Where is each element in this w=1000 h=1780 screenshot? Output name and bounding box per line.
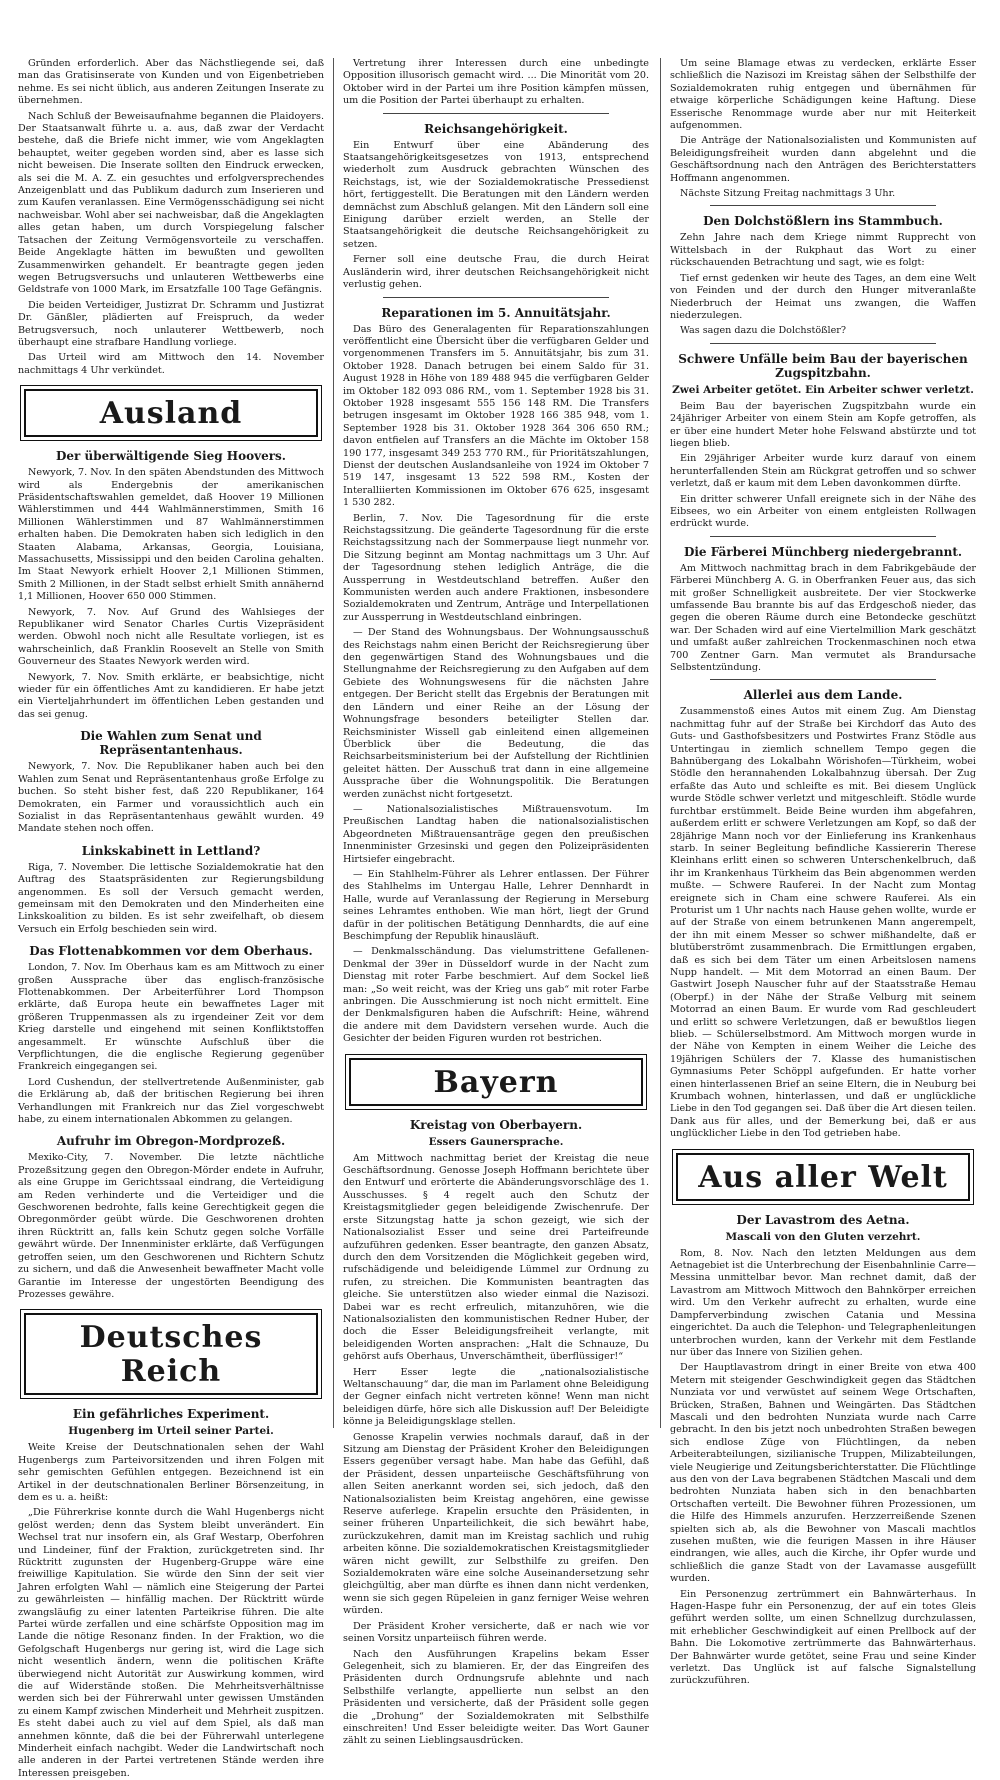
- divider: [710, 679, 936, 680]
- paragraph: Riga, 7. November. Die lettische Sozialdemokratie hat den Auftrag des Staatspräsidenten zur Regierungsbildung angenommen. Es soll der Versuch gemacht werden, gemeinsam mit den Demokraten und den Minderheiten eine Linkskoalition zu bilden. Es ist sehr zweifelhaft, ob diesem Versuch ein Erfolg beschieden sein wird.: [18, 861, 324, 935]
- paragraph: Lord Cushendun, der stellvertretende Außenminister, gab die Erklärung ab, daß der britischen Regierung bei ihren Verhandlungen mit Frankreich nur das Ziel vorgeschwebt habe, zu einem internationalen Abkommen zu gelangen.: [18, 1076, 324, 1126]
- article-title: Linkskabinett in Lettland?: [81, 843, 261, 858]
- paragraph: Der Präsident Kroher versicherte, daß er nach wie vor seinen Vorsitz unparteiisch führen werde.: [343, 1620, 649, 1645]
- paragraph: Mexiko-City, 7. November. Die letzte nächtliche Prozeßsitzung gegen den Obregon-Mörder endete in Aufruhr, als eine Gruppe im Gerichtssaal eindrang, die Verteidigung am Reden verhinderte und die Verteidiger und die Geschworenen bedrohte, falls keine Gerechtigkeit gegen die Obregonmörder geübt würde. Die Geschworenen drohten ihren Rücktritt an, falls kein Schutz gegen solche Vorfälle gewährt würde. Der Innenminister erklärte, daß Verfügungen getroffen seien, um den Geschworenen und Richtern Schutz zu sichern, und daß die Anwesenheit bewaffneter Macht volle Garantie im Interesse der ungestörten Beendigung des Prozesses gewähre.: [18, 1152, 324, 1300]
- article-title: Reichsangehörigkeit.: [424, 121, 568, 136]
- column-3: [670, 58, 976, 1687]
- article-title: Aufruhr im Obregon-Mordprozeß.: [56, 1134, 286, 1149]
- article-body: [670, 1248, 976, 1688]
- paragraph: Ein Personenzug zertrümmert ein Bahnwärterhaus. In Hagen-Haspe fuhr ein Personenzug, der auf ein totes Gleis geführt werden sollte, um einen Schnellzug durchzulassen, mit erheblicher Geschwindigkeit auf einen Prellbock auf der Bahn. Die Lokomotive zertrümmerte das Bahnwärterhaus. Der Bahnwärter wurde getötet, seine Frau und seine Kinder verletzt. Das Unglück ist auf falsche Signalstellung zurückzuführen.: [670, 1588, 976, 1687]
- article-body: [18, 1442, 324, 1780]
- paragraph: Am Mittwoch nachmittag brach in dem Fabrikgebäude der Färberei Münchberg A. G. in Oberfranken Feuer aus, das sich mit großer Schnelligkeit ausbreitete. Der vier Stockwerke umfassende Bau brannte bis auf das Erdgeschoß nieder, das gegen die oberen Räume durch eine Betondecke geschützt war. Der Schaden wird auf eine Viertelmillion Mark geschätzt und umfaßt außer zahlreichen Trockenmaschinen noch etwa 700 Zentner Garn. Man vermutet als Brandursache Selbstentzündung.: [670, 562, 976, 674]
- paragraph: Die Anträge der Nationalsozialisten und Kommunisten auf Beleidigungsfreiheit wurden dann abgelehnt und die Geschäftsordnung nach den Anträgen des Berichterstatters Hoffmann angenommen.: [670, 135, 976, 184]
- article-title: Die Färberei Münchberg niedergebrannt.: [683, 544, 963, 559]
- paragraph: Newyork, 7. Nov. Smith erklärte, er beabsichtige, nicht wieder für ein öffentliches Amt zu kandidieren. Er habe jetzt ein Vierteljahrhundert im öffentlichen Leben gestanden und das sei genug.: [18, 671, 324, 720]
- article-subtitle: Essers Gaunersprache.: [428, 1135, 564, 1148]
- paragraph: — Ein Stahlhelm-Führer als Lehrer entlassen. Der Führer des Stahlhelms im Untergau Halle, Lehrer Dennhardt in Halle, wurde auf Veranlassung der Regierung in Merseburg seines Lehramtes enthoben. Wie man hört, liegt der Grund dafür in der politischen Betätigung Dennhardts, die auf eine Beschimpfung der Republik hinausläuft.: [343, 868, 649, 942]
- paragraph: Ein 29jähriger Arbeiter wurde kurz darauf von einem herunterfallenden Stein am Rückgrat getroffen und so schwer verletzt, daß er kaum mit dem Leben davonkommen dürfte.: [670, 453, 976, 490]
- article-body: [670, 401, 976, 531]
- article-body: [670, 563, 976, 675]
- paragraph: Herr Esser legte die „nationalsozialistische Weltanschauung“ dar, die man im Parlament ohne Beleidigung der Gegner einfach nicht vertreten könne! Wenn man nicht beleidigen dürfe, höre sich alle Diskussion auf! Der Beleidigte könne ja Beleidigungsklage stellen.: [343, 1366, 649, 1428]
- section-banner-bayern: Bayern: [349, 1058, 643, 1106]
- article-body: [18, 1152, 324, 1301]
- paragraph: Genosse Krapelin verwies nochmals darauf, daß in der Sitzung am Dienstag der Präsident Kroher den Beleidigungen Essers gegenüber versagt habe. Man habe das Gefühl, daß der Präsident, dessen unparteiische Geschäftsführung von allen Seiten anerkannt worden sei, sich jedoch, daß den Nationalsozialisten beim Kreistag angehören, eine gewisse Reserve auferlege. Krapelin ersuchte den Präsidenten, in seiner früheren Unparteilichkeit, die sich bewährt habe, zurückzukehren, damit man im Kreistag sachlich und ruhig arbeiten könne. Die sozialdemokratischen Kreistagsmitglieder wären nicht gewillt, zur Selbsthilfe zu greifen. Den Sozialdemokraten wäre eine solche Auseinandersetzung sehr gleichgültig, aber man dürfte es ihnen dann nicht verdenken, wenn sie sich gegen Rüpeleien in ganz ferniger Weise wehren würden.: [343, 1431, 649, 1617]
- paragraph: Ein Entwurf über eine Abänderung des Staatsangehörigkeitsgesetzes von 1913, entsprechend wiederholt zum Ausdruck gebrachten Wünschen des Reichstags, ist, wie der Sozialdemokratische Pressedienst hört, fertiggestellt. Die Beratungen mit den Ländern werden demnächst zum Abschluß gelangen. Mit den Ländern soll eine Einigung darüber erzielt werden, an Stelle der Staatsangehörigkeit die deutsche Reichsangehörigkeit zu setzen.: [343, 139, 649, 250]
- article-title: Allerlei aus dem Lande.: [743, 688, 903, 703]
- article-title: Das Flottenabkommen vor dem Oberhaus.: [29, 944, 313, 959]
- divider: [383, 113, 609, 114]
- divider: [710, 205, 936, 206]
- article-title: Den Dolchstößlern ins Stammbuch.: [703, 214, 943, 229]
- paragraph: — Der Stand des Wohnungsbaus. Der Wohnungsausschuß des Reichstags nahm einen Bericht der Reichsregierung über den gegenwärtigen Stand des Wohnungsbaues und die Stellungnahme der Reichsregierung zu den Aufgaben auf dem Gebiete des Wohnungswesens für die nächsten Jahre entgegen. Der Bericht stellt das Ergebnis der Beratungen mit den Ländern und einer Reihe an der Lösung der Wohnungsfrage besonders beteiligter Stellen dar. Reichsminister Wissell gab einleitend einen allgemeinen Überblick über die Bedeutung, die das Reichsarbeitsministerium bei der Aufstellung der Richtlinien geleitet hätten. Der Ausschuß trat dann in eine allgemeine Aussprache über die Wohnungspolitik. Die Beratungen werden zunächst nicht fortgesetzt.: [343, 627, 649, 800]
- article-body: [670, 232, 976, 337]
- paragraph: Das Büro des Generalagenten für Reparationszahlungen veröffentlicht eine Übersicht über die verfügbaren Gelder und vorgenommenen Transfers im 5. Annuitätsjahr, bis zum 31. Oktober 1928. Danach betrugen bei einem Saldo für 31. August 1928 in Höhe von 189 488 945 die verfügbaren Gelder im Oktober 182 093 086 RM., vom 1. September 1928 bis 31. Oktober 1928 insgesamt 555 156 148 RM. Die Transfers betrugen insgesamt im Oktober 1928 166 385 948, vom 1. September 1928 bis 31. Oktober 1928 364 306 650 RM.; davon entfielen auf Transfers an die Mächte im Oktober 158 190 177, insgesamt 349 253 770 RM., für Prioritätszahlungen, Dienst der deutschen Auslandsanleihe von 1924 im Oktober 7 519 147, insgesamt 13 522 598 RM., Kosten der Interalliierten Kommissionen im Oktober 676 625, insgesamt 1 530 282.: [343, 323, 649, 509]
- paragraph: Der Hauptlavastrom dringt in einer Breite von etwa 400 Metern mit steigender Geschwindigkeit gegen das Städtchen Nunziata vor und verwüstet auf seinem Wege Ortschaften, Brücken, Straßen, Bahnen und Weingärten. Das Städtchen Mascali und den bedrohten Nunziata wurde nach Carre gebracht. In den bis jetzt noch unbedrohten Straßen bewegen sich endlose Züge von Flüchtlingen, da neben Arbeiterabteilungen, sizilianische Truppen, Milizabteilungen, viele Neugierige und Zeitungsberichterstatter. Die Flüchtlinge aus den von der Lava begrabenen Städtchen Mascali und dem bedrohten Nunziata haben sich in den benachbarten Ortschaften verteilt. Die Bewohner führen Prozessionen, um die Hilfe des Himmels anzurufen. Herzzerreißende Szenen spielten sich ab, als die Bewohner von Mascali machtlos zusehen mußten, wie die feurigen Massen in ihre Häuser eindrangen, wie alles, auch die Kirche, ihr Opfer wurde und schließlich die ganze Stadt von der Lavamasse ausgefüllt wurden.: [670, 1362, 976, 1585]
- paragraph: Weite Kreise der Deutschnationalen sehen der Wahl Hugenbergs zum Parteivorsitzenden und ihren Folgen mit sehr gemischten Gefühlen entgegen. Bezeichnend ist ein Artikel in der deutschnationalen Berliner Börsenzeitung, in dem es u. a. heißt:: [18, 1442, 324, 1503]
- article-body: [18, 58, 324, 377]
- paragraph: Was sagen dazu die Dolchstößler?: [680, 325, 847, 337]
- article-body: [343, 1153, 649, 1748]
- paragraph: Zehn Jahre nach dem Kriege nimmt Rupprecht von Wittelsbach in der Rukphaut das Wort zu einer rückschauenden Betrachtung und sagt, wie es folgt:: [670, 232, 976, 269]
- paragraph: Das Urteil wird am Mittwoch den 14. November nachmittags 4 Uhr verkündet.: [18, 352, 324, 376]
- newspaper-page: [18, 58, 982, 1779]
- article-subtitle: Hugenberg im Urteil seiner Partei.: [68, 1425, 274, 1438]
- paragraph: „Die Führerkrise konnte durch die Wahl Hugenbergs nicht gelöst werden; denn das System bleibt unverändert. Ein Wechsel trat nur insofern ein, als Graf Westarp, Oberfohren und Lindeiner, fünf der Fraktion, zurückgetreten sind. Ihr Rücktritt zugunsten der Hugenberg-Gruppe wäre eine freiwillige Kapitulation. Sie würde den Sinn der seit vier Jahren erfolgten Wahl — nämlich eine Steigerung der Partei zu gewährleisten — hinfällig machen. Der Rücktritt würde zwangsläufig zu einer latenten Parteikrise führen. Die alte Partei würde zerfallen und eine schärfste Opposition mag im Lande die nötige Resonanz finden. In der Fraktion, wo die Gefolgschaft Hugenbergs nur gering ist, wird die Lage sich nicht wesentlich ändern, wenn die politischen Kräfte überwiegend nicht Autorität zur Auswirkung kommen, wird die auf Widerstände stoßen. Die Mehrheitsverhältnisse werden sich bei der Führerwahl unter gewissen Umständen zu einem Kampf zwischen Minderheit und Mehrheit zuspitzen. Es steht dabei auch zu viel auf dem Spiel, als daß man annehmen könnte, daß die bei der Führerwahl unterlegene Minderheit einfach nachgibt. Weder die Landwirtschaft noch alle anderen in der Partei vertretenen Stände werden ihre Interessen preisgeben.: [18, 1507, 324, 1779]
- column-1: [18, 58, 324, 1779]
- section-banner-aus-aller-welt: Aus aller Welt: [676, 1153, 970, 1201]
- article-body: [18, 962, 324, 1126]
- article-body: [18, 467, 324, 721]
- divider: [383, 297, 609, 298]
- paragraph: Nach den Ausführungen Krapelins bekam Esser Gelegenheit, sich zu blamieren. Er, der das Eingreifen des Präsidenten durch Ordnungsrufe ablehnte und nach Selbsthilfe verlangte, appellierte nun selbst an den Präsidenten und versicherte, daß der Präsident solle gegen die „Drohung“ der Sozialdemokraten mit Selbsthilfe einschreiten! Und Esser beleidigte weiter. Das Wort Gauner zählt zu seinen Lieblingsausdrücken.: [343, 1648, 649, 1747]
- paragraph: Zusammenstoß eines Autos mit einem Zug. Am Dienstag nachmittag fuhr auf der Straße bei Kirchdorf das Auto des Guts- und Gasthofsbesitzers und Postwirtes Franz Stödle aus Untertingau in ziemlich schnellem Tempo gegen die Bahnübergang des Lokalbahn Wörishofen—Türkheim, wobei Stödle den herannahenden Lokalbahnzug übersah. Der Zug erfaßte das Auto und schleifte es mit. Bei diesem Unglück wurde Stödle schwer verletzt und mitgeschleift. Stödle wurde furchtbar erstümmelt. Beide Beine wurden ihm abgefahren, außerdem erlitt er schwere Verletzungen am Kopf, so daß der 28jährige Mann noch vor der Einlieferung ins Krankenhaus starb. In seiner Begleitung befindliche Kassiererin Therese Kleinhans erlitt einen so schweren Unterschenkelbruch, daß ihr im Krankenhaus Türkheim das Bein abgenommen werden mußte. — Schwere Rauferei. In der Nacht zum Montag ereignete sich in Cham eine schwere Rauferei. Als ein Proturist um 1 Uhr nachts nach Hause gehen wollte, wurde er auf der Straße von einem betrunkenen Mann angerempelt, der ihn mit einem Messer so schwer mißhandelte, daß er blutüberströmt zusammenbrach. Die Ermittlungen ergaben, daß es sich bei dem Täter um einen Arbeitslosen namens Nupp handelt. — Mit dem Motorrad an einen Baum. Der Gastwirt Joseph Nauscher fuhr auf der Staatsstraße Hemau (Oberpf.) in der Nähe der Straße Velburg mit seinem Motorrad an einen Baum. Er wurde vom Rad geschleudert und erlitt so schwere Verletzungen, daß er bewußtlos liegen blieb. — Schülerselbstmord. Am Mittwoch morgen wurde in der Nähe von Kempten in einem Weiher die Leiche des 19jährigen Schülers der 7. Klasse des humanistischen Gymnasiums Peter Schöppl aufgefunden. Er hatte vorher einen hinterlassenen Brief an seine Eltern, die in Neuburg bei Krumbach wohnen, hinterlassen, und daß er unglückliche Liebe in den Tod gegangen sei. Daß über die Art diesen teilen. Dank aus für alles, und der Bemerkung bei, daß er aus unglücklicher Liebe in den Tod getrieben habe.: [670, 706, 976, 1140]
- section-banner-ausland: Ausland: [24, 389, 318, 437]
- column-rule: [660, 58, 661, 1428]
- paragraph: Nach Schluß der Beweisaufnahme begannen die Plaidoyers. Der Staatsanwalt führte u. a. aus, daß zwar der Verdacht bestehe, daß die Briefe nicht immer, wie vom Angeklagten behauptet, weiter gegeben worden sind, aber es lasse sich nicht beweisen. Die Inserate sollten den Eindruck erwecken, als sei die M. A. Z. ein gesuchtes und erfolgversprechendes Anzeigenblatt und das Publikum dadurch zum Inserieren und zum Kaufen veranlassen. Eine Vermögensschädigung sei nicht nachweisbar. Wohl aber sei nachweisbar, daß die Angeklagten alles getan haben, um durch Vorspiegelung falscher Tatsachen der Zeitung Vermögensvorteile zu verschaffen. Beide Angeklagte hätten im bewußten und gewollten Zusammenwirken gehandelt. Er beantragte gegen jeden wegen Betrugsversuchs und unlauteren Wettbewerbs eine Geldstrafe von 1000 Mark, im Ersatzfalle 100 Tage Gefängnis.: [18, 110, 324, 296]
- paragraph: Berlin, 7. Nov. Die Tagesordnung für die erste Reichstagssitzung. Die geänderte Tagesordnung für die erste Reichstagssitzung nach der Sommerpause liegt nunmehr vor. Die Sitzung beginnt am Montag nachmittags um 3 Uhr. Auf der Tagesordnung stehen lediglich Anträge, die die Aussperrung in Westdeutschland betreffen. Außer den Kommunisten werden auch andere Fraktionen, insbesondere Sozialdemokraten und Zentrum, Anträge und Interpellationen zur Aussperrung in Westdeutschland einbringen.: [343, 512, 649, 623]
- article-title: Schwere Unfälle beim Bau der bayerischen Zugspitzbahn.: [678, 351, 968, 380]
- article-body: [18, 761, 324, 835]
- divider: [710, 536, 936, 537]
- paragraph: Vertretung ihrer Interessen durch eine unbedingte Opposition illusorisch gemacht wird. ... Die Minorität vom 20. Oktober wird in der Partei um ihre Position kämpfen müssen, um die Position der Partei überhaupt zu erhalten.: [343, 58, 649, 107]
- paragraph: London, 7. Nov. Im Oberhaus kam es am Mittwoch zu einer großen Aussprache über das englisch-französische Flottenabkommen. Der Arbeiterführer Lord Thompson erklärte, daß Europa heute ein bewaffnetes Lager mit größeren Truppenmassen als zu irgendeiner Zeit vor dem Krieg darstelle und eingehend mit seinen Konfliktstoffen angesammelt. Er wünschte Aufschluß über die Verpflichtungen, die die englische Regierung gegenüber Frankreich eingegangen sei.: [18, 962, 324, 1073]
- article-body: [343, 58, 649, 108]
- article-title: Der Lavastrom des Aetna.: [736, 1212, 910, 1227]
- paragraph: Tief ernst gedenken wir heute des Tages, an dem eine Welt von Feinden und der durch den Hunger mitveranlaßte Niederbruch der Heimat uns zwangen, die Waffen niederzulegen.: [670, 272, 976, 321]
- paragraph: Um seine Blamage etwas zu verdecken, erklärte Esser schließlich die Nazisozi im Kreistag sähen der Selbsthilfe der Sozialdemokraten ruhig entgegen und übernähmen für etwaige körperliche Schädigungen keine Haftung. Diese Esserische Renommage wurde aber nur mit Heiterkeit aufgenommen.: [670, 58, 976, 132]
- paragraph: Beim Bau der bayerischen Zugspitzbahn wurde ein 24jähriger Arbeiter von einem Stein am Kopfe getroffen, als er über eine hundert Meter hohe Felswand abstürzte und tot liegen blieb.: [670, 400, 976, 449]
- paragraph: Newyork, 7. Nov. Auf Grund des Wahlsieges der Republikaner wird Senator Charles Curtis Vizepräsident werden. Obwohl noch nicht alle Resultate vorliegen, ist es wahrscheinlich, daß Franklin Roosevelt an Stelle von Smith Gouverneur des Staates Newyork werden wird.: [18, 606, 324, 668]
- article-body: [343, 324, 649, 510]
- column-rule: [333, 58, 334, 1428]
- paragraph: — Denkmalsschändung. Das vielumstrittene Gefallenen-Denkmal der 39er in Düsseldorf wurde in der Nacht zum Dienstag mit roter Farbe beschmiert. Auf dem Sockel ließ man: „So weit reicht, was der Krieg uns gab“ mit roter Farbe anbringen. Die Ausschmierung ist noch nicht ermittelt. Eine der Denkmalsfiguren haben die Aufschrift: Heine, während die andere mit dem Davidstern versehen wurde. Auch die Gesichter der beiden Figuren wurden rot bestrichen.: [343, 946, 649, 1045]
- paragraph: Nächste Sitzung Freitag nachmittags 3 Uhr.: [680, 188, 896, 200]
- article-body: [670, 706, 976, 1140]
- paragraph: Rom, 8. Nov. Nach den letzten Meldungen aus dem Aetnagebiet ist die Unterbrechung der Eisenbahnlinie Carre—Messina unmittelbar bevor. Man rechnet damit, daß der Lavastrom am Mittwoch Mittwoch den Bahnkörper erreichen wird. Um den Verkehr aufrecht zu erhalten, wurde eine Dampferverbindung zwischen Catania und Messina eingerichtet. Da auch die Telephon- und Telegraphenleitungen unterbrochen wurden, kann der Verkehr mit dem Festlande nur über das Innere von Sizilien gehen.: [670, 1247, 976, 1358]
- article-body: [343, 513, 649, 1046]
- article-title: Reparationen im 5. Annuitätsjahr.: [381, 305, 611, 320]
- column-2: [343, 58, 649, 1747]
- article-title: Die Wahlen zum Senat und Repräsentantenhaus.: [80, 729, 262, 758]
- article-subtitle: Mascali von den Gluten verzehrt.: [725, 1230, 921, 1243]
- paragraph: Ein dritter schwerer Unfall ereignete sich in der Nähe des Eibsees, wo ein Arbeiter von einem entgleisten Rollwagen erdrückt wurde.: [670, 493, 976, 530]
- paragraph: Newyork, 7. Nov. In den späten Abendstunden des Mittwoch wird als Endergebnis der amerikanischen Präsidentschaftswahlen gemeldet, daß Hoover 19 Millionen Wählerstimmen und 444 Wahlmännerstimmen, Smith 16 Millionen Wählerstimmen und 87 Wahlmännerstimmen erhalten haben. Die Demokraten haben sich lediglich in den Staaten Alabama, Arkansas, Georgia, Louisiana, Massachusetts, Mississippi und den beiden Carolina gehalten. Im Staat Newyork erhielt Hoover 2,1 Millionen Stimmen, Smith 2 Millionen, in der Stadt selbst erhielt Smith annähernd 1,1 Millionen, Hoover 650 000 Stimmen.: [18, 467, 324, 603]
- article-body: [343, 140, 649, 292]
- article-title: Kreistag von Oberbayern.: [409, 1117, 583, 1132]
- article-title: Der überwältigende Sieg Hoovers.: [56, 449, 286, 464]
- paragraph: Ferner soll eine deutsche Frau, die durch Heirat Ausländerin wird, ihrer deutschen Reichsangehörigkeit nicht verlustig gehen.: [343, 254, 649, 291]
- paragraph: Newyork, 7. Nov. Die Republikaner haben auch bei den Wahlen zum Senat und Repräsentantenhaus große Erfolge zu buchen. So steht bisher fest, daß 220 Republikaner, 164 Demokraten, ein Farmer und voraussichtlich auch ein Sozialist in das Repräsentantenhaus gewählt wurden. 49 Mandate stehen noch offen.: [18, 761, 324, 835]
- section-banner-deutsches-reich: Deutsches Reich: [24, 1313, 318, 1395]
- paragraph: Die beiden Verteidiger, Justizrat Dr. Schramm und Justizrat Dr. Gänßler, plädierten auf Freispruch, da weder Betrugsversuch, noch unlauterer Wettbewerb, noch überhaupt eine strafbare Handlung vorliege.: [18, 299, 324, 348]
- paragraph: Am Mittwoch nachmittag beriet der Kreistag die neue Geschäftsordnung. Genosse Joseph Hoffmann berichtete über den Entwurf und erörterte die Abänderungsvorschläge des 1. Ausschusses. § 4 regelt auch den Schutz der Kreistagsmitglieder gegen beleidigende Zwischenrufe. Der erste Sitzungstag hatte ja schon gezeigt, wie sich der Nationalsozialist Esser und seine drei Parteifreunde aufzuführen gedenken. Esser beantragte, den ganzen Absatz, durch den dem Vorsitzenden die Möglichkeit gegeben wird, rufschädigende und beleidigende Lümmel zur Ordnung zu rufen, zu streichen. Die Kommunisten beantragten das gleiche. Sie unterstützen also wieder einmal die Nazisozi. Dabei war es recht erfreulich, mitanzuhören, wie die Nationalsozialisten den kommunistischen Redner Huber, der doch die Esser Beleidigungsfreiheit verlangte, mit beleidigenden Worten ansprachen: „Halt die Schnauze, Du gehörst aufs Oberhaus, Unverschämtheit, überflüssiger!“: [343, 1152, 649, 1363]
- article-body: [670, 58, 976, 200]
- paragraph: — Nationalsozialistisches Mißtrauensvotum. Im Preußischen Landtag haben die nationalsozialistischen Abgeordneten Mißtrauensanträge gegen den preußischen Innenminister Grzesinski und gegen den Polizeipräsidenten Hirtsiefer eingebracht.: [343, 803, 649, 865]
- article-subtitle: Zwei Arbeiter getötet. Ein Arbeiter schwer verletzt.: [672, 383, 974, 396]
- article-title: Ein gefährliches Experiment.: [72, 1407, 270, 1422]
- paragraph: Gründen erforderlich. Aber das Nächstliegende sei, daß man das Gratisinserate von Kunden und von Eigenbetrieben nehme. Es sei nicht üblich, aus anderen Zeitungen Inserate zu übernehmen.: [18, 58, 324, 107]
- divider: [710, 343, 936, 344]
- article-body: [18, 862, 324, 936]
